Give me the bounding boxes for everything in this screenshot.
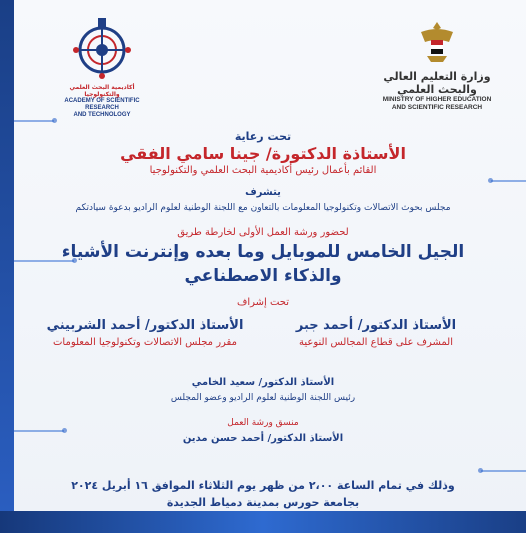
academy-caption-ar: أكاديمية البحث العلمي والتكنولوجيا xyxy=(69,84,135,98)
patronage-role: القائم بأعمال رئيس أكاديمية البحث العلمي والتكنولوجيا xyxy=(149,165,377,176)
supervisor-right-name: الأستاذ الدكتور/ أحمد جبر xyxy=(295,318,457,333)
circuit-line xyxy=(481,470,526,472)
patronage-name: الأستاذة الدكتورة/ جينا سامي الفقي xyxy=(120,144,406,163)
eagle-emblem-icon xyxy=(417,20,457,64)
ministry-caption-ar: وزارة التعليم العالي والبحث العلمي xyxy=(383,70,491,96)
honored-heading: يتشرف xyxy=(245,187,281,198)
supervisor-right xyxy=(266,318,486,348)
bottom-frame-bar xyxy=(0,511,526,533)
event-datetime: وذلك في تمام الساعة ٢،٠٠ من ظهر يوم الثلاثاء الموافق ١٦ أبريل ٢٠٢٤ xyxy=(71,479,455,492)
workshop-intro: لحضور ورشة العمل الأولى لخارطة طريق xyxy=(177,227,349,238)
ministry-caption-en-2: AND SCIENTIFIC RESEARCH xyxy=(391,104,483,111)
workshop-title-line2: والذكاء الاصطناعي xyxy=(184,266,342,286)
circuit-line xyxy=(491,180,526,182)
circuit-line xyxy=(14,120,54,122)
event-venue: بجامعة حورس بمدينة دمياط الجديدة xyxy=(166,496,360,509)
academy-caption-en-1: ACADEMY OF SCIENTIFIC RESEARCH xyxy=(64,98,140,111)
academy-caption-en-2: AND TECHNOLOGY xyxy=(73,112,131,118)
coordinator-heading: منسق ورشة العمل xyxy=(227,418,299,428)
supervisor-center-role: رئيس اللجنة الوطنية لعلوم الراديو وعضو المجلس xyxy=(170,393,356,403)
ministry-caption-en-1: MINISTRY OF HIGHER EDUCATION xyxy=(382,96,492,103)
supervisor-right-role: المشرف على قطاع المجالس النوعية xyxy=(299,337,453,348)
supervisor-left-role: مقرر مجلس الاتصالات وتكنولوجيا المعلومات xyxy=(53,337,237,348)
supervision-heading: تحت إشراف xyxy=(236,297,290,308)
circuit-node xyxy=(478,468,483,473)
supervisor-center-name: الأستاذ الدكتور/ سعيد الخامي xyxy=(191,377,335,388)
academy-logo xyxy=(52,18,152,119)
supervisor-left xyxy=(30,318,260,348)
ministry-logo xyxy=(372,20,502,112)
patronage-heading: تحت رعاية xyxy=(234,130,292,143)
left-frame-bar xyxy=(0,0,14,533)
circuit-line xyxy=(14,430,64,432)
honored-text: مجلس بحوث الاتصالات وتكنولوجيا المعلومات بالتعاون مع اللجنة الوطنية لعلوم الراديو بدعوة سيادتكم xyxy=(75,203,451,213)
coordinator-name: الأستاذ الدكتور/ أحمد حسن مدين xyxy=(182,433,344,444)
circuit-node xyxy=(488,178,493,183)
academy-emblem-icon xyxy=(52,18,152,80)
workshop-title-line1: الجيل الخامس للموبايل وما بعده وإنترنت الأشياء xyxy=(61,242,465,262)
supervisor-left-name: الأستاذ الدكتور/ أحمد الشربيني xyxy=(46,318,244,333)
